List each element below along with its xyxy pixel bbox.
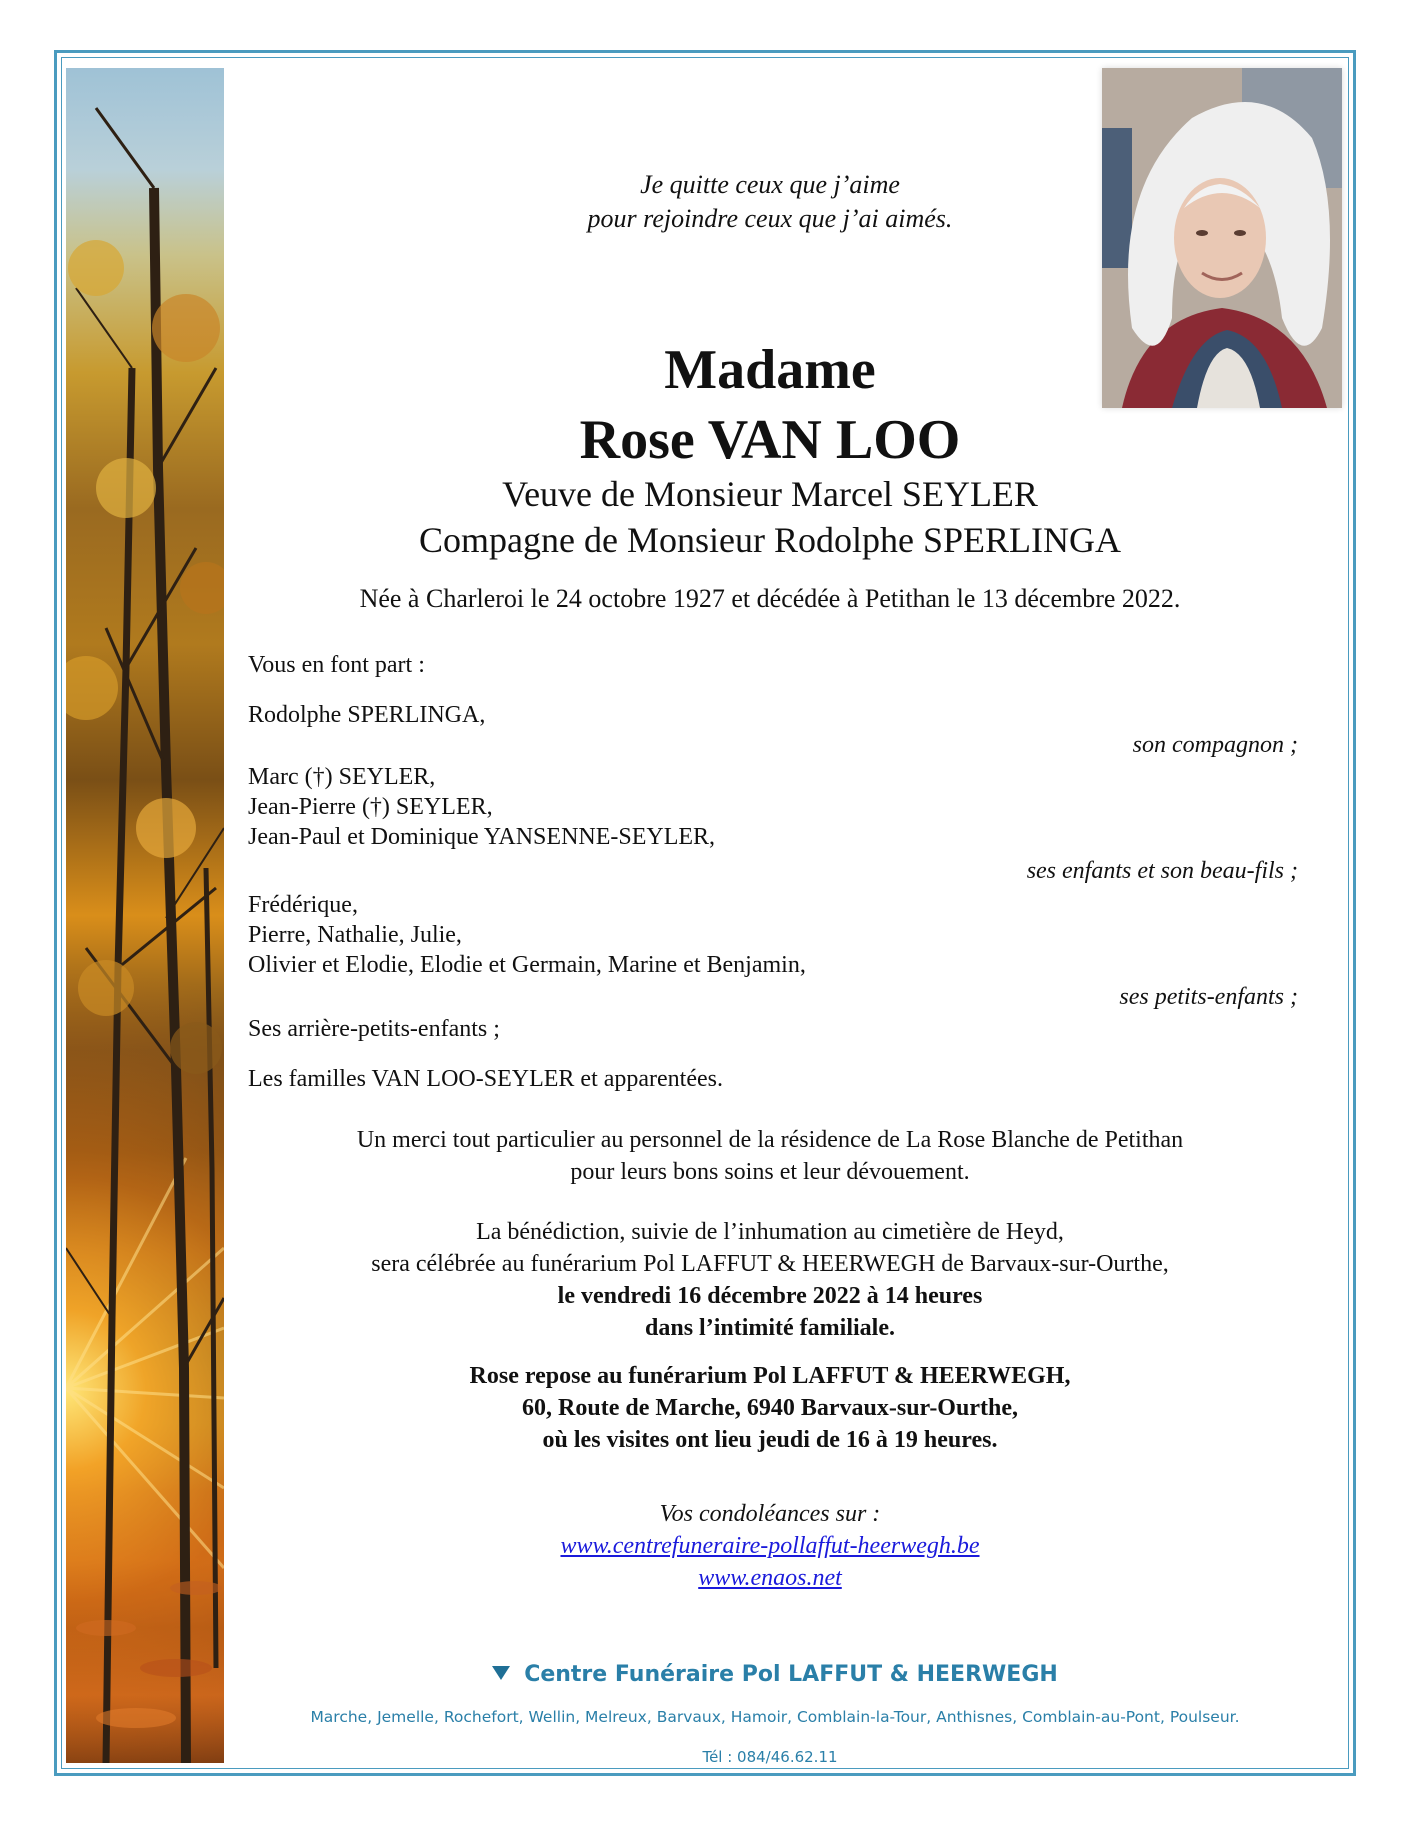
thanks-line-1: Un merci tout particulier au personnel de la résidence de La Rose Blanche de Petithan xyxy=(356,1127,1184,1153)
widow-of: Veuve de Monsieur Marcel SEYLER xyxy=(502,474,1038,514)
visitation-line-3: où les visites ont lieu jeudi de 16 à 19 heures. xyxy=(542,1427,998,1453)
visitation-details xyxy=(250,1360,1290,1456)
ceremony-line-2: sera célébrée au funérarium Pol LAFFUT & HEERWEGH de Barvaux-sur-Ourthe, xyxy=(371,1251,1169,1277)
honorific: Madame xyxy=(664,339,876,401)
epitaph-quote xyxy=(320,168,1220,236)
deceased-name: Rose VAN LOO xyxy=(579,409,961,471)
child-1: Marc (†) SEYLER, xyxy=(248,764,436,790)
grandchild-2: Pierre, Nathalie, Julie, xyxy=(248,922,462,948)
birth-death-dates: Née à Charleroi le 24 octobre 1927 et décédée à Petithan le 13 décembre 2022. xyxy=(359,584,1181,613)
thanks-line-2: pour leurs bons soins et leur dévouement. xyxy=(570,1159,970,1185)
quote-line-2: pour rejoindre ceux que j’ai aimés. xyxy=(587,204,953,233)
ceremony-privacy: dans l’intimité familiale. xyxy=(645,1315,895,1341)
great-grandchildren: Ses arrière-petits-enfants ; xyxy=(248,1016,500,1042)
companion-of: Compagne de Monsieur Rodolphe SPERLINGA xyxy=(419,520,1121,560)
funeral-home-title xyxy=(300,1660,1250,1690)
family-intro: Vous en font part : xyxy=(248,652,425,678)
families: Les familles VAN LOO-SEYLER et apparentées. xyxy=(248,1066,723,1092)
condolences-link-2[interactable]: www.enaos.net xyxy=(698,1565,842,1591)
triangle-down-icon xyxy=(492,1666,510,1680)
ceremony-date: le vendredi 16 décembre 2022 à 14 heures xyxy=(557,1283,983,1309)
condolences-label: Vos condoléances sur : xyxy=(659,1501,881,1527)
grandchildren-relation: ses petits-enfants ; xyxy=(1119,984,1298,1010)
grandchild-1: Frédérique, xyxy=(248,892,358,918)
funeral-home-phone: Tél : 084/46.62.11 xyxy=(702,1748,838,1766)
funeral-home-name: Centre Funéraire Pol LAFFUT & HEERWEGH xyxy=(524,1662,1058,1687)
companion-relation: son compagnon ; xyxy=(1132,732,1298,758)
visitation-line-1: Rose repose au funérarium Pol LAFFUT & HEERWEGH, xyxy=(469,1363,1071,1389)
ceremony-details xyxy=(250,1216,1290,1344)
quote-line-1: Je quitte ceux que j’aime xyxy=(640,170,900,199)
children-relation: ses enfants et son beau-fils ; xyxy=(1026,858,1298,884)
condolences-block xyxy=(250,1498,1290,1594)
child-2: Jean-Pierre (†) SEYLER, xyxy=(248,794,493,820)
visitation-line-2: 60, Route de Marche, 6940 Barvaux-sur-Ourthe, xyxy=(522,1395,1018,1421)
grandchild-3: Olivier et Elodie, Elodie et Germain, Marine et Benjamin, xyxy=(248,952,806,978)
ceremony-line-1: La bénédiction, suivie de l’inhumation au cimetière de Heyd, xyxy=(476,1219,1064,1245)
companion-name: Rodolphe SPERLINGA, xyxy=(248,702,486,728)
autumn-forest-image xyxy=(66,68,224,1763)
thanks-message xyxy=(250,1124,1290,1188)
child-3: Jean-Paul et Dominique YANSENNE-SEYLER, xyxy=(248,824,716,850)
funeral-home-towns: Marche, Jemelle, Rochefort, Wellin, Melreux, Barvaux, Hamoir, Comblain-la-Tour, Anthisnes, Comblain-au-Pont, Poulseur. xyxy=(310,1708,1240,1726)
condolences-link-1[interactable]: www.centrefuneraire-pollaffut-heerwegh.be xyxy=(560,1533,980,1559)
